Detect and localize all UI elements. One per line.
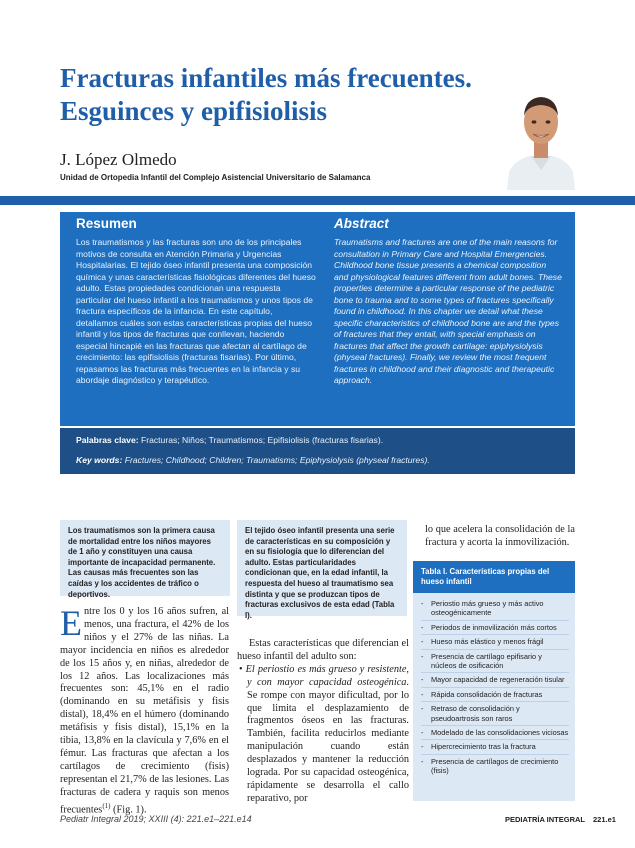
table-row: - Presencia de cartílagos de crecimiento (fisis) bbox=[421, 755, 569, 778]
col2-bullet-text: . Se rompe con mayor dificultad, por lo que limita el desplazamiento de fragmentos óseos en las fracturas. También, facilita reducirlos mediante manipulación cuando están desplazados y mantener la reducción lograda. Por su capacidad osteogénica, rápidamente se desarrolla el callo reparativo, por bbox=[247, 676, 409, 804]
author-name: J. López Olmedo bbox=[60, 150, 177, 169]
keywords-es bbox=[76, 435, 383, 445]
title-line-2: Esguinces y epifisiolisis bbox=[60, 96, 328, 126]
col1-text: ntre los 0 y los 16 años sufren, al menos, una fractura, el 42% de los niños y el 27% de las niñas. La mayor incidencia en niños es alrededor de los 15 años y, en niñas, alrededor de los 12 años. Las localizaciones más frecuentes son: 45,1% en el radio (dominando en su metáfisis y fisis distal), 18,4% en el húmero (dominando metáfisis y fisis distal), 15,1% en la tibia, 13,8% en la clavícula y 7,6% en el fémur. Las fracturas que afectan a los cartílagos de crecimiento (fisis) representan el 21,7% de las lesiones. Las fracturas de cadera y raquis son menos frecuentes bbox=[60, 606, 229, 816]
highlight-box-1: Los traumatismos son la primera causa de mortalidad entre los niños mayores de 1 año y constituyen una causa importante de incapacidad permanente. Las causas más frecuentes son las caídas y los accidentes de tráfico o deportivos. bbox=[60, 520, 230, 596]
footer-journal-name: PEDIATRÍA INTEGRAL bbox=[505, 815, 585, 824]
highlight-box-2: El tejido óseo infantil presenta una serie de características en su composición y en su fisiología que lo diferencian del adulto. Estas particularidades condicionan que, en la edad infantil, la respuesta del hueso al traumatismo sea distinta y que se produzcan tipos de fracturas exclusivos de esta edad (Tabla I). bbox=[237, 520, 407, 616]
table-1 bbox=[413, 561, 575, 801]
table-row: - Retraso de consolidación y pseudoartrosis son raros bbox=[421, 702, 569, 726]
keywords-en bbox=[76, 455, 430, 465]
table-row: - Periostio más grueso y más activo osteogénicamente bbox=[421, 597, 569, 621]
table-row: - Modelado de las consolidaciones viciosas bbox=[421, 726, 569, 740]
drop-cap: E bbox=[60, 603, 82, 643]
table-row: - Hipercrecimiento tras la fractura bbox=[421, 740, 569, 754]
footer-citation: Pediatr Integral 2019; XXIII (4): 221.e1–221.e14 bbox=[60, 814, 252, 824]
header-rule bbox=[0, 196, 635, 205]
body-column-2 bbox=[237, 638, 409, 806]
table-list bbox=[413, 593, 575, 778]
footer-page-number: 221.e1 bbox=[593, 815, 616, 824]
col2-bullet-italic: El periostio es más grueso y resistente, y con mayor capacidad osteogénica bbox=[245, 663, 409, 688]
col2-intro: Estas características que diferencian el hueso infantil del adulto son: bbox=[237, 638, 409, 662]
resumen-heading: Resumen bbox=[76, 216, 137, 231]
author-affiliation: Unidad de Ortopedia Infantil del Complejo Asistencial Universitario de Salamanca bbox=[60, 173, 371, 182]
keywords-en-text: Fractures; Childhood; Children; Traumatisms; Epiphysiolysis (physeal fractures). bbox=[124, 455, 430, 465]
footer-journal bbox=[505, 815, 616, 824]
keywords-es-text: Fracturas; Niños; Traumatismos; Epifisiolisis (fracturas fisarias). bbox=[140, 435, 384, 445]
col2-bullet: • El periostio es más grueso y resistente, y con mayor capacidad osteogénica. Se rompe con mayor dificultad, por lo que limita el desplazamiento de fragmentos óseos en las fracturas. También, facilita reducirlos mediante manipulación cuando están desplazados y mantener la reducción lograda. Por su capacidad osteogénica, rápidamente se desarrolla el callo reparativo, por bbox=[239, 663, 409, 804]
table-title: Tabla I. Características propias del hueso infantil bbox=[413, 561, 575, 593]
table-row: - Hueso más elástico y menos frágil bbox=[421, 635, 569, 649]
keywords-es-label: Palabras clave: bbox=[76, 435, 139, 445]
keywords-en-label: Key words: bbox=[76, 455, 123, 465]
abstract-heading: Abstract bbox=[334, 216, 389, 231]
abstract-text: Traumatisms and fractures are one of the main reasons for consultation in Primary Care and Hospital Emergencies. Childhood bone tissue presents a chemical composition and physiological features different from adult bones. These properties determine a particular response of the pediatric bone to trauma and to some types of fractures specifically found in childhood. In this chapter we detail what these specific characteristics of childhood bone are and the types of fractures that they entail, with special emphasis on fractures that affect the growth cartilage: epiphysiolysis (physeal fractures). Finally, we review the most frequent fractures in childhood and their diagnostic and therapeutic approach. bbox=[334, 237, 562, 385]
title-line-1: Fracturas infantiles más frecuentes. bbox=[60, 63, 472, 93]
table-row: - Rápida consolidación de fracturas bbox=[421, 688, 569, 702]
table-row: - Presencia de cartílago epifisario y núcleos de osificación bbox=[421, 650, 569, 674]
article-title bbox=[60, 62, 500, 128]
author-portrait-icon bbox=[505, 82, 577, 190]
col1-text-end: (Fig. 1). bbox=[110, 804, 147, 816]
resumen-text: Los traumatismos y las fracturas son uno de los principales motivos de consulta en Atención Primaria y Urgencias Hospitalarias. El tejido óseo infantil presenta una composición química y unas características fisiológicas diferentes del hueso adulto. Estas propiedades condicionan una respuesta particular del hueso infantil a los traumatismos y unos tipos de fractura específicos de la infancia. En este capítulo, detallamos cuáles son estas características propias del hueso infantil y los tipos de fracturas que conllevan, haciendo especial hincapié en las fracturas que afectan al cartílago de crecimiento: las epifisiolisis (fracturas fisarias). Por último, repasamos las fracturas más frecuentes en la infancia y su abordaje diagnóstico y terapéutico. bbox=[76, 237, 316, 385]
body-column-3: lo que acelera la consolidación de la fractura y acorta la inmovilización. bbox=[425, 524, 575, 548]
body-column-1 bbox=[60, 603, 229, 817]
table-row: - Mayor capacidad de regeneración tisular bbox=[421, 673, 569, 687]
author-photo bbox=[505, 82, 577, 190]
table-row: - Periodos de inmovilización más cortos bbox=[421, 621, 569, 635]
reference-marker[interactable]: (1) bbox=[102, 801, 111, 810]
